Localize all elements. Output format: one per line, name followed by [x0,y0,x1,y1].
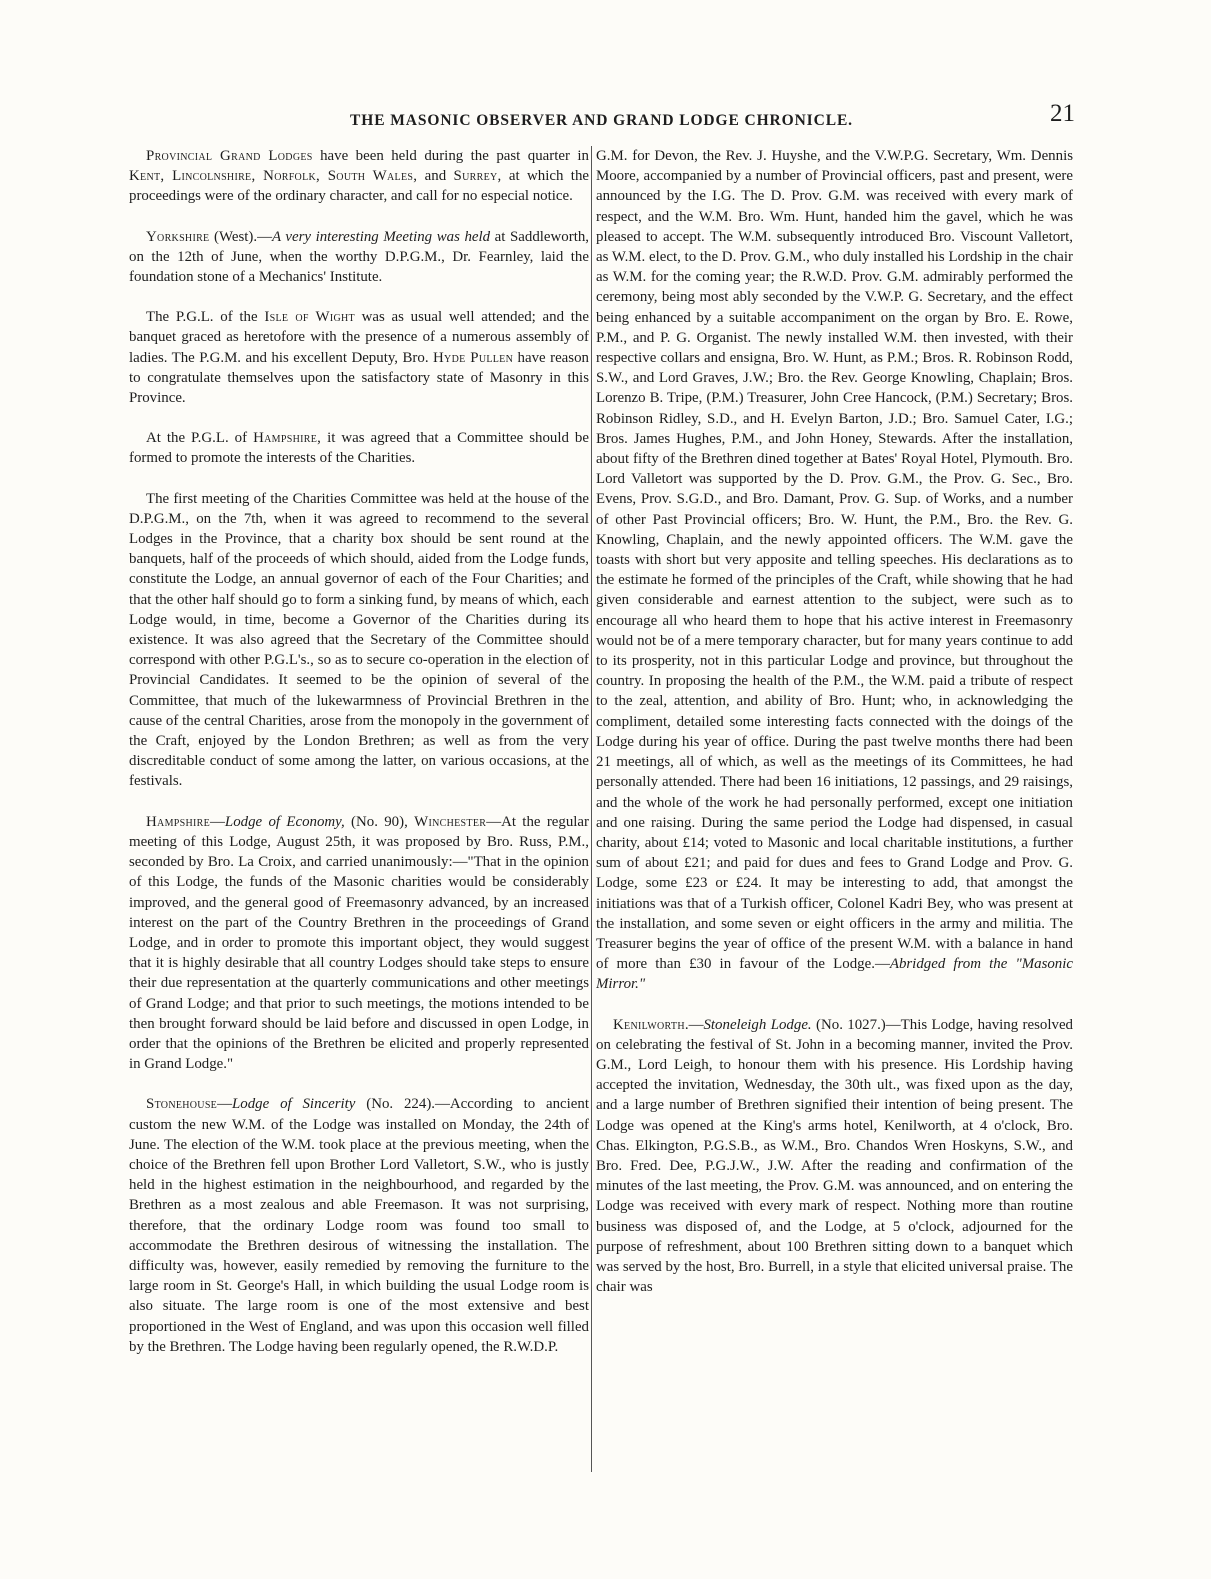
article-charities-committee [129,489,589,792]
text-run: at which the proceedings were of the ordinary character, and call for no especial notice. [129,168,589,205]
text-run: at Saddleworth, on the 12th of June, when the worthy D.P.G.M., Dr. Fearnley, laid the foundation stone of a Mechanics' Institute. [129,228,589,286]
article-stonehouse-continued [596,146,1073,995]
heading-run: Hampshire, [253,430,322,447]
column-divider [591,146,592,1472]
italic-run: A very interesting Meeting was held [271,228,491,245]
page-number: 21 [1050,100,1075,127]
heading-run: Surrey, [453,168,502,185]
text-run: (No. 224).—According to ancient custom the new W.M. of the Lodge was installed on Monday, the 24th of June. The election of the W.M. took place at the previous meeting, when the choice of the Brethren fell upon Brother Lord Valletort, S.W., who is justly held in the highest estimation in the neighbourhood, and regarded by the Brethren as a most zealous and able Freemason. It was not surprising, therefore, that the ordinary Lodge room was found too small to accommodate the Brethren desirous of witnessing the installation. The difficulty was, however, easily remedied by removing the furniture to the large room in St. George's Hall, in which building the usual Lodge room is also situate. The large room is one of the most extensive and best proportioned in the West of England, and was upon this occasion well filled by the Brethren. The Lodge having been regularly opened, the R.W.D.P. [129,1096,589,1355]
heading-run: Isle of Wight [264,309,355,326]
text-run: The P.G.L. of the [146,309,265,326]
text-run: (No. 1027.)—This Lodge, having resolved on celebrating the festival of St. John in a becoming manner, invited the Prov. G.M., Lord Leigh, to honour them with his presence. His Lordship having accepted the invitation, Wednesday, the 30th ult., was fixed upon as the day, and a large number of Brethren signified their intention of being present. The Lodge was opened at the King's arms hotel, Kenilworth, at 4 o'clock, Bro. Chas. Elkington, P.G.S.B., as W.M., Bro. Chandos Wren Hoskyns, S.W., and Bro. Fred. Dee, P.G.J.W., J.W. After the reading and confirmation of the minutes of the last meeting, the Prov. G.M. was announced, and on entering the Lodge was received with every mark of respect. Nothing more than routine business was disposed of, and the Lodge, at 5 o'clock, adjourned for the purpose of refreshment, about 100 Brethren sitting down to a banquet which was served by the host, Bro. Burrell, in a style that elicited universal praise. The chair was [596,1016,1073,1296]
article-provincial-grand-lodges [129,146,589,207]
article-hampshire-committee [129,428,589,468]
heading-run: Hyde Pullen [433,349,514,366]
text-run: .— [684,1016,704,1033]
text-run: have been held during the past quarter in [312,148,589,164]
text-run: — [217,1096,232,1113]
text-run: and [417,168,454,185]
left-column [129,146,589,1471]
text-run: — [210,813,225,830]
heading-run: Kent, Lincolnshire, Norfolk, South Wales, [129,168,418,185]
italic-run: Abridged from the "Masonic Mirror." [596,956,1073,993]
heading-run: Provincial Grand Lodges [146,148,313,164]
italic-run: Lodge of Sincerity [232,1096,356,1113]
text-run: The first meeting of the Charities Committee was held at the house of the D.P.G.M., on the 7th, when it was agreed to recommend to the several Lodges in the Province, that a charity box should be sent round at the banquets, half of the proceeds of which should, aided from the Lodge funds, constitute the Lodge, an annual governor of each of the Four Charities; and that the other half should go to form a sinking fund, by means of which, each Lodge would, in time, become a Governor of the Charities during its existence. It was also agreed that the Secretary of the Committee should correspond with other P.G.L's., so as to secure co-operation in the election of Provincial Candidates. It seemed to be the opinion of several of the Committee, that much of the lukewarmness of Provincial Brethren in the cause of the central Charities, arose from the monopoly in the government of the Craft, enjoyed by the London Brethren; as well as from the very discreditable conduct of some among the latter, on various occasions, at the festivals. [129,490,589,790]
heading-run: Stonehouse [146,1096,218,1113]
text-run: (West).— [209,228,272,245]
text-run: (No. 90), [344,813,415,830]
heading-run: Kenilworth [613,1016,685,1033]
running-title: THE MASONIC OBSERVER AND GRAND LODGE CHRONICLE. [350,112,853,129]
text-run: it was agreed that a Committee should be formed to promote the interests of the Charities. [129,430,589,467]
text-run: have reason to congratulate themselves upon the satisfactory state of Masonry in this Province. [129,349,589,407]
heading-run: Winchester [414,813,487,830]
italic-run: Lodge of Economy, [224,813,345,830]
article-stonehouse-sincerity [129,1094,589,1357]
article-kenilworth-stoneleigh [596,1015,1073,1298]
text-run: was as usual well attended; and the banquet graced as heretofore with the presence of a numerous assembly of ladies. The P.G.M. and his excellent Deputy, Bro. [129,309,589,366]
italic-run: Stoneleigh Lodge. [703,1016,812,1033]
text-run: G.M. for Devon, the Rev. J. Huyshe, and the V.W.P.G. Secretary, Wm. Dennis Moore, accompanied by a number of Provincial officers, past and present, were announced by the I.G. The D. Prov. G.M. was received with every mark of respect, and the W.M. Bro. Wm. Hunt, handed him the gavel, which he was pleased to accept. The W.M. subsequently introduced Bro. Viscount Valletort, as W.M. elect, to the D. Prov. G.M., who duly installed his Lordship in the chair as W.M. for the coming year; the R.W.D. Prov. G.M. admirably performed the ceremony, being most ably seconded by the V.W.P. G. Secretary, and the effect being enhanced by a suitable accompaniment on the organ by Bro. E. Rowe, P.M., and P. G. Organist. The newly installed W.M. then invested, with their respective collars and ensigna, Bro. W. Hunt, as P.M.; Bros. R. Robinson Rodd, S.W., and Lord Graves, J.W.; Bro. the Rev. George Knowling, Chaplain; Bros. Lorenzo B. Tripe, (P.M.) Treasurer, John Cree Hancock, (P.M.) Secretary; Bros. Robinson Ridley, S.D., and H. Evelyn Barton, J.D.; Bro. Samuel Cater, I.G.; Bros. James Hughes, P.M., and John Honey, Stewards. After the installation, about fifty of the Brethren dined together at Bates' Royal Hotel, Plymouth. Bro. Lord Valletort was supported by the D. Prov. G.M., the Prov. G. Sec., Bro. Evens, Prov. S.G.D., and Bro. Damant, Prov. G. Sup. of Works, and a number of other Past Provincial officers; Bro. W. Hunt, the P.M., Bro. the Rev. G. Knowling, Chaplain, and the newly appointed officers. The W.M. gave the toasts with short but very apposite and telling speeches. His declarations as to the estimate he formed of the principles of the Craft, while showing that he had given considerable and earnest attention to the subject, were such as to encourage all who heard them to hope that his active interest in Freemasonry would not be of a mere temporary character, but for many years continue to add to its prosperity, not in this particular Lodge and province, but throughout the country. In proposing the health of the P.M., the W.M. paid a tribute of respect to the zeal, attention, and ability of Bro. Hunt; who, in acknowledging the compliment, detailed some interesting facts connected with the doings of the Lodge during his year of office. During the past twelve months there had been 21 meetings, all of which, as well as the meetings of its Committees, he had personally attended. There had been 16 initiations, 12 passings, and 29 raisings, and the whole of the work he had personally performed, except one initiation and one raising. During the same period the Lodge had dispensed, in casual charity, about £14; voted to Masonic and local charitable institutions, a further sum of about £21; and paid for dues and fees to Grand Lodge and Prov. G. Lodge, some £23 or £24. It may be interesting to add, that amongst the initiations was that of a Turkish officer, Colonel Kadri Bey, who was present at the installation, and some seven or eight officers in the army and militia. The Treasurer begins the year of office of the present W.M. with a balance in hand of more than £30 in favour of the Lodge.— [596,148,1073,973]
article-isle-of-wight [129,307,589,408]
text-run: At the P.G.L. of [146,430,254,447]
heading-run: Hampshire [146,813,211,830]
text-run: —At the regular meeting of this Lodge, August 25th, it was proposed by Bro. Russ, P.M., seconded by Bro. La Croix, and carried unanimously:—"That in the opinion of this Lodge, the funds of the Masonic charities would be considerably improved, and the general good of Freemasonry advanced, by an increased interest on the part of the Country Brethren in the proceedings of Grand Lodge, and in order to promote this important object, they would suggest that it is highly desirable that all country Lodges should take steps to ensure their due representation at the quarterly communications and other meetings of Grand Lodge; and that prior to such meetings, the motions intended to be then brought forward should be laid before and discussed in open Lodge, in order that the opinions of the Brethren be elicited and properly represented in Grand Lodge." [129,813,589,1073]
page-header [128,100,1075,136]
article-hampshire-economy [129,812,589,1075]
article-yorkshire-west [129,227,589,288]
heading-run: Yorkshire [146,228,210,245]
right-column [596,146,1073,1471]
